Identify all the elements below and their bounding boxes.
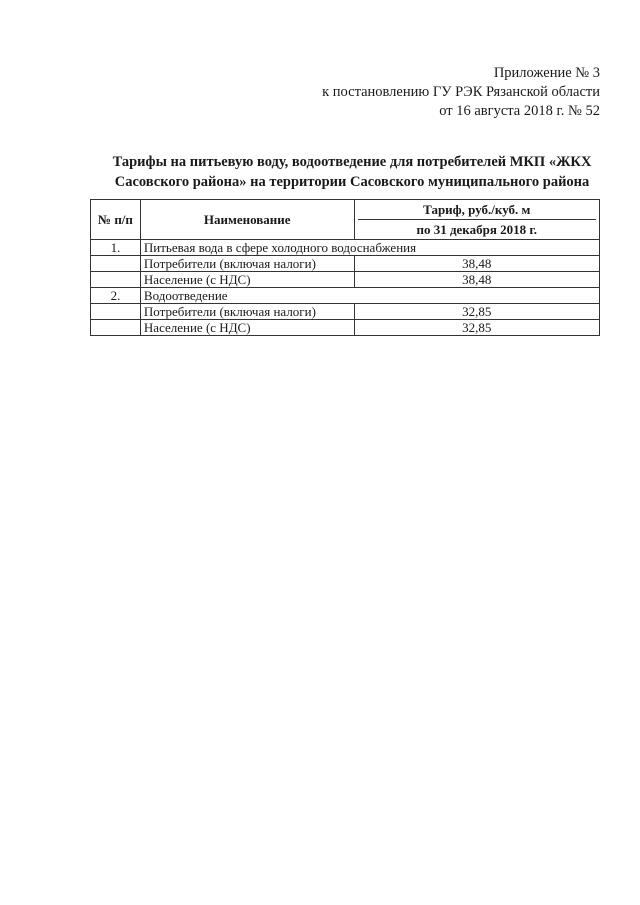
table-header-row xyxy=(91,200,600,240)
header-number: № п/п xyxy=(91,200,141,240)
table-row-section xyxy=(91,288,600,304)
row-name: Потребители (включая налоги) xyxy=(140,256,354,272)
tariff-table xyxy=(90,199,600,336)
empty-cell xyxy=(91,256,141,272)
empty-cell xyxy=(91,304,141,320)
row-value: 32,85 xyxy=(354,304,599,320)
header-tariff-period: по 31 декабря 2018 г. xyxy=(358,219,596,239)
table-row xyxy=(91,320,600,336)
row-value: 32,85 xyxy=(354,320,599,336)
appendix-number: Приложение № 3 xyxy=(493,65,600,81)
row-name: Население (с НДС) xyxy=(140,272,354,288)
document-title-line-2: Сасовского района» на территории Сасовского муниципального района xyxy=(114,174,590,190)
document-title-line-1: Тарифы на питьевую воду, водоотведение для потребителей МКП «ЖКХ xyxy=(112,154,592,170)
table-row xyxy=(91,256,600,272)
document-title xyxy=(96,152,608,192)
row-name: Потребители (включая налоги) xyxy=(140,304,354,320)
table-row-section xyxy=(91,240,600,256)
row-value: 38,48 xyxy=(354,256,599,272)
section-title: Питьевая вода в сфере холодного водоснабжения xyxy=(140,240,599,256)
table-row xyxy=(91,272,600,288)
empty-cell xyxy=(91,272,141,288)
appendix-header xyxy=(322,64,600,121)
header-tariff xyxy=(354,200,599,240)
row-name: Население (с НДС) xyxy=(140,320,354,336)
table-row xyxy=(91,304,600,320)
header-name: Наименование xyxy=(140,200,354,240)
appendix-resolution: к постановлению ГУ РЭК Рязанской области xyxy=(322,84,600,100)
section-title: Водоотведение xyxy=(140,288,599,304)
header-tariff-unit: Тариф, руб./куб. м xyxy=(423,202,531,217)
row-value: 38,48 xyxy=(354,272,599,288)
section-number: 1. xyxy=(91,240,141,256)
section-number: 2. xyxy=(91,288,141,304)
empty-cell xyxy=(91,320,141,336)
appendix-date: от 16 августа 2018 г. № 52 xyxy=(439,103,600,119)
